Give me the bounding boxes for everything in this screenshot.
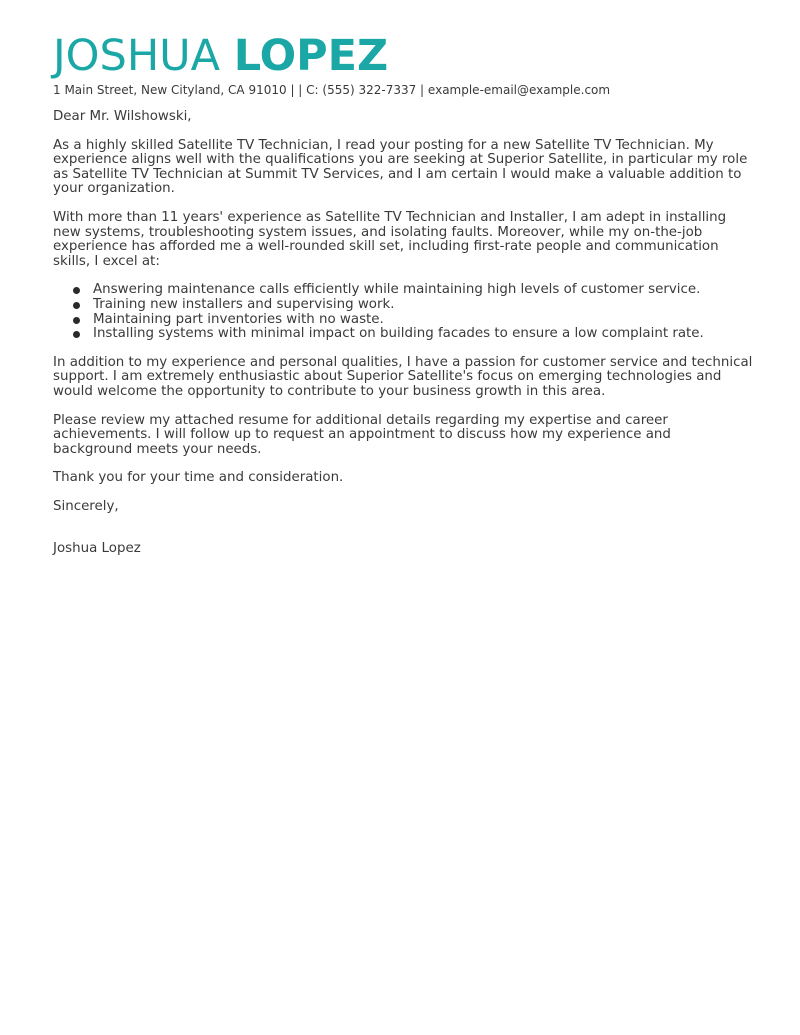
list-item-text: Answering maintenance calls efficiently while maintaining high levels of customer service. [93,282,701,298]
bullet-icon [73,317,80,324]
list-item-text: Maintaining part inventories with no waste. [93,311,384,327]
bullet-icon [73,331,80,338]
list-item [53,283,753,298]
list-item [53,298,753,313]
list-item [53,327,753,342]
list-item [53,313,753,328]
skills-list [53,283,753,341]
letter-body [53,110,753,557]
list-item-text: Training new installers and supervising work. [93,296,395,312]
cover-letter-page [53,32,753,557]
bullet-icon [73,287,80,294]
first-name: JOSHUA [53,31,221,81]
list-item-text: Installing systems with minimal impact on building facades to ensure a low complaint rate. [93,326,704,342]
thank-you-line: Thank you for your time and consideration. [53,470,344,486]
bullet-icon [73,302,80,309]
signature-name: Joshua Lopez [53,541,141,557]
last-name: LOPEZ [233,31,389,81]
paragraph-experience: With more than 11 years' experience as Satellite TV Technician and Installer, I am adept in installing new systems, troubleshooting system issues, and isolating faults. Moreover, while my on-the-job experience has afforded me a well-rounded skill set, including first-rate people and communication skills, I excel at: [53,209,727,269]
paragraph-follow-up: Please review my attached resume for additional details regarding my expertise and career achievements. I will follow up to request an appointment to discuss how my experience and background meets your needs. [53,412,671,457]
closing: Sincerely, [53,498,119,514]
contact-line: 1 Main Street, New Cityland, CA 91010 | | C: (555) 322-7337 | example-email@example.com [53,83,611,97]
paragraph-passion: In addition to my experience and personal qualities, I have a passion for customer service and technical support. I am extremely enthusiastic about Superior Satellite's focus on emerging technologies and would welcome the opportunity to contribute to your business growth in this area. [53,354,753,399]
applicant-name-heading [53,32,753,82]
salutation: Dear Mr. Wilshowski, [53,109,192,124]
paragraph-intro: As a highly skilled Satellite TV Technician, I read your posting for a new Satellite TV Technician. My experience aligns well with the qualifications you are seeking at Superior Satellite, in particular my role as Satellite TV Technician at Summit TV Services, and I am certain I would make a valuable addition to your organization. [53,137,748,197]
